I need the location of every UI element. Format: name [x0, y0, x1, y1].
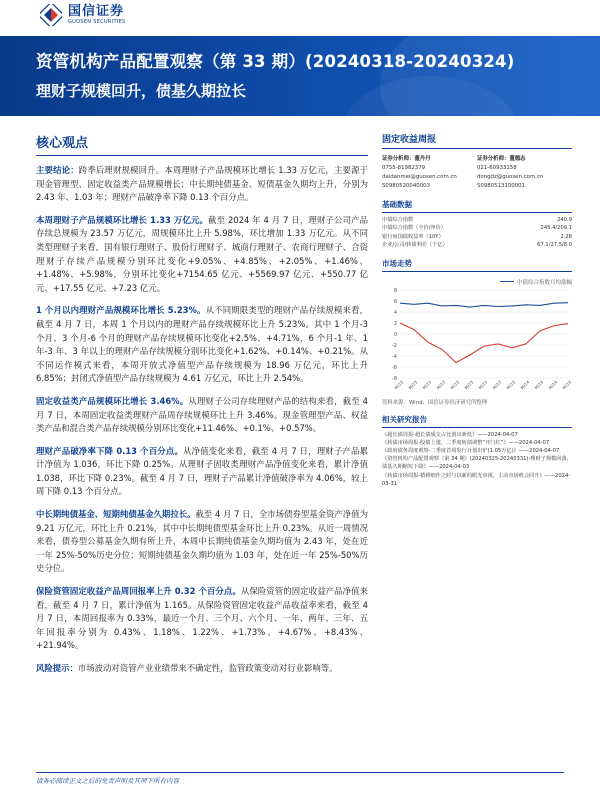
x-tick-label: M/24	[519, 379, 531, 390]
logo-name-cn: 国信证券	[68, 4, 125, 19]
paragraph-lead: 固定收益类产品规模环比增长 3.46%。	[36, 395, 189, 406]
analyst-2	[477, 155, 572, 191]
y-tick-label: 0	[393, 331, 397, 338]
logo-name-en: GUOSEN SECURITIES	[68, 19, 126, 25]
analyst-email[interactable]: daidanmei@guosen.com.cn	[382, 174, 457, 180]
x-tick-label: M/23	[449, 379, 461, 390]
y-tick-label: 2	[393, 320, 397, 327]
analyst-cert: S0980513100001	[477, 183, 526, 189]
chart-legend	[497, 278, 572, 286]
x-tick-label: M/23	[505, 379, 517, 390]
basic-data-row	[382, 241, 572, 249]
side-column	[382, 132, 572, 488]
analysts	[382, 155, 572, 191]
paragraph-lead: 主要结论：	[36, 165, 79, 175]
summary-paragraph	[36, 445, 368, 499]
analyst-phone: 021-60933158	[477, 165, 517, 171]
x-tick-label: M/23	[407, 379, 419, 390]
paragraph-body: 从保险资管的固定收益产品净值来看，截至 4 月 7 日，累计净值为 1.165。从保险资管固定收益产品收益率来看，截至 4 月 7 日，本周回报率为 0.33%，最近一个月、三个月、六个月、一年、两年、三年、五年回报率分别为 0.43%、1.18%、1.22%、+1.73%、+4.67%、+8.43%、+21.94%。	[36, 586, 368, 651]
related-reports-list	[382, 431, 572, 488]
chart-source: 资料来源：Wind、国信证券经济研究所整理	[382, 399, 488, 406]
paragraph-body: 跨季后理财规模回升。本周理财子产品规模环比增长 1.33 万亿元，主要源于现金管理型、固定收益类产品规模增长；中长期纯债基金、短债基金久期均上升，分别为 2.43 年、1.03 年；理财产品破净率下降 0.13 个百分点。	[36, 165, 368, 203]
x-tick-label: M/23	[491, 379, 503, 390]
x-tick-label: M/23	[463, 379, 475, 390]
related-report-item[interactable]: 《资管机构产品配置观察（第 34 期）(20240325-20240331)-理财子规模回落、债基久期缩短下降》——2024-04-03	[382, 456, 572, 471]
y-tick-label: -8	[392, 375, 397, 382]
paragraph-lead: 理财产品破净率下降 0.13 个百分点。	[36, 445, 184, 456]
analyst-name: 董丹丹	[414, 156, 431, 162]
core-views-heading: 核心观点	[36, 132, 368, 156]
basic-data-table	[382, 216, 572, 250]
legend-swatch-icon	[500, 281, 514, 282]
related-report-item[interactable]: 《转债市场周报-精耕细作之时与以新的眼光审视，主动市场机会回升》——2024-03-31	[382, 472, 571, 487]
x-tick-label: M/24	[533, 379, 545, 390]
basic-data-key: 中债综合指数	[382, 217, 414, 223]
summary-paragraph	[36, 508, 368, 576]
analyst-cert: S0980520040003	[382, 183, 431, 189]
paragraph-body: 从不同期限类型的理财产品存续规模来看，截至 4 月 7 日，本周 1 个月以内的理财产品存续规模环比上升 5.23%。其中 1 个月-3 个月、3 个月-6 个月的理财产品存续规模环比变化+2.5%、+4.71%，6 个月-1 年、1 年-3 年、3 年以上的理财产品存续规模分别环比变化+1.62%、+0.14%、+0.21%。从不同运作模式来看，本周开放式净值型产品存续规模为 18.96 万亿元，环比上升 6.85%；封闭式净值型产品存续规模为 4.61 万亿元，环比上升 2.54%。	[36, 305, 368, 384]
top-bar	[0, 0, 600, 36]
paragraph-body: 市场波动对资管产业业绩带来不确定性，监管政策变动对行业影响等。	[77, 663, 338, 673]
report-title: 资管机构产品配置观察（第 33 期）(20240318-20240324)	[36, 52, 515, 71]
x-tick-label: M/23	[393, 379, 405, 390]
paragraph-lead: 中长期纯债基金、短期纯债基金久期拉长。	[36, 509, 196, 520]
paragraph-lead: 风险提示：	[36, 663, 78, 673]
basic-data-key: 银行间国债收益率（10Y）	[382, 233, 444, 240]
paragraph-body: 截至 2024 年 4 月 7 日，理财子公司产品存续总规模为 23.57 万亿元，周规模环比上升 5.98%，环比增加 1.33 万亿元。从不同类型理财子来看，国有银行理财子、股份行理财子、城商行理财子、农商行理财子、合资理财子存续产品规模分别环比变化+9.05%、+4.85%、+2.05%、+1.46%、+1.48%、+5.98%，分别环比变化+7154.65 亿元、+5569.97 亿元、+550.77 亿元、+17.55 亿元、+7.23 亿元。	[36, 214, 368, 293]
y-tick-label: 4	[393, 309, 397, 316]
basic-data-row	[382, 233, 572, 241]
analyst-email[interactable]: dongdz@guosen.com.cn	[477, 174, 544, 180]
paragraph-lead: 1 个月以内理财产品规模环比增长 5.23%。	[36, 305, 206, 316]
footer-divider	[36, 772, 564, 773]
x-tick-label: M/24	[547, 379, 559, 390]
basic-data-row	[382, 224, 572, 232]
summary-paragraph	[36, 585, 368, 653]
basic-data-heading: 基础数据	[382, 199, 572, 213]
title-banner	[0, 36, 600, 116]
legend-label: 中债综合指数月均涨幅	[516, 279, 572, 286]
analyst-name: 董德志	[509, 156, 526, 162]
analyst-1	[382, 155, 477, 191]
analyst-role: 证券分析师：	[382, 156, 415, 162]
logo-mark-icon	[40, 4, 62, 26]
summary-paragraph	[36, 395, 368, 436]
related-reports-heading: 相关研究报告	[382, 414, 572, 428]
summary-paragraph	[36, 214, 368, 296]
analyst-role: 证券分析师：	[477, 156, 510, 162]
x-tick-label: M/23	[435, 379, 447, 390]
y-tick-label: -2	[392, 342, 397, 349]
related-report-item[interactable]: 《超长债周报-超长债成交占比创出新低》——2024-04-07	[382, 431, 518, 438]
x-tick-label: M/23	[477, 379, 489, 390]
summary-paragraph	[36, 304, 368, 386]
main-column	[36, 132, 368, 685]
market-trend-chart	[382, 276, 572, 396]
footer-disclaimer: 请务必阅读正文之后的免责声明及其项下所有内容	[36, 777, 179, 785]
y-tick-label: -6	[392, 364, 397, 371]
y-tick-label: 8	[393, 287, 397, 294]
paragraph-lead: 本周理财子产品规模环比增长 1.33 万亿元。	[36, 214, 209, 225]
basic-data-row	[382, 216, 572, 224]
related-report-item[interactable]: 《政府债务周度观察-二季度首周发行计划出炉(1.05万亿)》——2024-04-07	[382, 448, 560, 455]
paragraph-body: 从净值变化来看，截至 4 月 7 日，理财子产品累计净值为 1.036，环比下降 0.25%。从理财子固收类理财产品净值变化来看，累计净值 1.038，环比下降 0.23%。截至 4 月 7 日，理财子产品累计净值破净率为 4.06%，较上周下降 0.13 个百分点。	[36, 445, 368, 497]
market-trend-heading: 市场走势	[382, 258, 572, 272]
report-category: 固定收益周报	[382, 132, 572, 149]
basic-data-key: 中债综合指数（全价/净价）	[382, 225, 446, 232]
company-logo	[40, 4, 126, 26]
analyst-phone: 0755-81982379	[382, 165, 426, 171]
basic-data-value: 240.9	[557, 217, 572, 223]
basic-data-key: 企业/公司/转债利差（千亿）	[382, 242, 448, 249]
x-tick-label: M/23	[421, 379, 433, 390]
chart-plot	[382, 276, 572, 396]
x-tick-label: M/24	[561, 379, 572, 390]
summary-paragraph	[36, 662, 368, 676]
series-line-1	[400, 323, 568, 363]
series-line-0	[400, 302, 568, 306]
basic-data-value: 245.4/209.1	[540, 225, 572, 232]
paragraph-body: 截至 4 月 7 日，全市场债券型基金资产净值为 9.21 万亿元，环比上升 0.21%，其中中长期纯债型基金环比上升 0.23%。从近一周情况来看，债券型公募基金久期有所上升，本周中长期纯债基金久期均值为 2.43 年，处在近一年 25%-50%历史分位；短期纯债基金久期均值为 1.03 年，处在近一年 25%-50%历史分位。	[36, 509, 368, 574]
y-tick-label: 6	[393, 298, 397, 305]
basic-data-value: 67.1/27.5/8.0	[537, 242, 572, 249]
paragraph-lead: 保险资管固定收益产品周回报率上升 0.32 个百分点。	[36, 586, 241, 597]
report-subtitle: 理财子规模回升，债基久期拉长	[36, 82, 247, 100]
related-report-item[interactable]: 《转债市场周报-股债上涨，二季度转债调整“开门红”》——2024-04-07	[382, 439, 550, 446]
basic-data-value: 2.28	[560, 233, 572, 240]
y-tick-label: -4	[392, 353, 397, 360]
summary-paragraph	[36, 164, 368, 205]
paragraph-body: 从理财子公司存续理财产品的结构来看，截至 4 月 7 日，本周固定收益类理财产品周存续规模环比上升 3.46%。现金管理型产品、权益类产品和混合类产品存续规模分别环比变化+11.46%、+0.1%、+0.57%。	[36, 395, 368, 434]
